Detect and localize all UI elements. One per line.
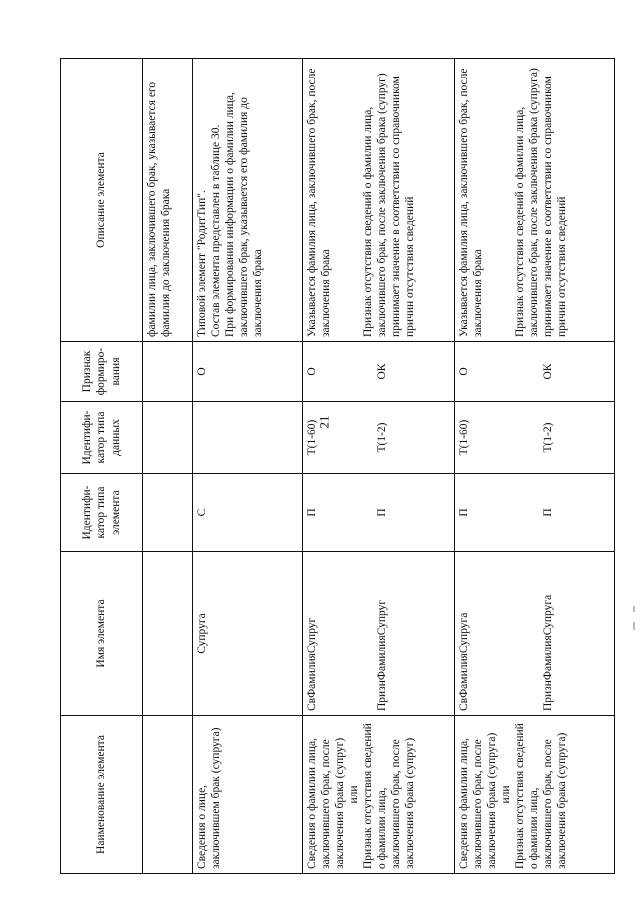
- name-variant-b: Признак отсутствия сведений о фамилии лица, заключившего брак, после заключения брака (супруга): [514, 723, 569, 869]
- cell-element-name: [143, 552, 193, 716]
- table-header-row: [61, 59, 143, 874]
- header-cell: Имя элемента: [61, 552, 143, 716]
- scan-edge-mark: [633, 606, 635, 612]
- description-line: Состав элемента представлен в таблице 30.: [210, 124, 223, 337]
- cell-type: [143, 474, 193, 552]
- cell-data-type: [455, 402, 615, 474]
- description-line: При формировании информации о фамилии лица, заключившего брак, указывается его фамилия до заключения брака: [224, 92, 265, 337]
- cell-element-name: [303, 552, 455, 716]
- cell-sign: [143, 342, 193, 402]
- header-cell: Идентифи-катор типа данных: [61, 402, 143, 474]
- cell-name: [455, 716, 615, 874]
- description-line: Типовой элемент "РодитТип".: [196, 190, 208, 337]
- or-separator: или: [500, 785, 513, 804]
- cell-sign: [455, 342, 615, 402]
- name-variant-a: Сведения о фамилии лица, заключившего брак, после заключения брака (супруг): [306, 737, 347, 869]
- sign-b: ОК: [542, 363, 555, 380]
- sign-b: ОК: [376, 363, 389, 380]
- cell-type: [455, 474, 615, 552]
- header-cell: Описание элемента: [61, 59, 143, 342]
- element-name-b: ПризнФамилияСупруг: [376, 599, 389, 711]
- name-variant-a: Сведения о фамилии лица, заключившего брак, после заключения брака (супруга): [458, 732, 499, 869]
- cell-description: [303, 59, 455, 342]
- table-row: [143, 59, 193, 874]
- sign-a: О: [458, 367, 470, 376]
- description-a: Указывается фамилия лица, заключившего брак, после заключения брака: [458, 68, 485, 337]
- cell-name: [143, 716, 193, 874]
- element-spec-table: [60, 58, 615, 874]
- cell-type: [303, 474, 455, 552]
- data-type-a: T(1-60): [458, 419, 470, 456]
- rotated-table-wrapper: [60, 59, 578, 874]
- cell-data-type: [303, 402, 455, 474]
- type-b: П: [376, 508, 389, 517]
- element-name-a: СвФамилияСупруга: [458, 612, 470, 711]
- header-cell: Идентифи-катор типа элемента: [61, 474, 143, 552]
- description-b: Признак отсутствия сведений о фамилии лица, заключившего брак, после заключения брака (супруга) принимает значение в соответствии со справочником причин отсутствия сведений: [514, 68, 569, 337]
- cell-name: [303, 716, 455, 874]
- element-name-b: ПризнФамилияСупруга: [542, 594, 555, 711]
- cell-data-type: [143, 402, 193, 474]
- sign-a: О: [306, 367, 318, 376]
- cell-data-type: [193, 402, 303, 474]
- header-cell: Наименование элемента: [61, 716, 143, 874]
- scan-edge-mark: [633, 622, 635, 630]
- description-b: Признак отсутствия сведений о фамилии лица, заключившего брак, после заключения брака (супруг) принимает значение в соответствии со справочником причин отсутствия сведений: [362, 73, 417, 337]
- page-number: 21: [316, 415, 332, 429]
- element-name-a: СвФамилияСупруг: [306, 617, 318, 711]
- type-a: П: [306, 508, 318, 517]
- cell-description: фамилии лица, заключившего брак, указывается его фамилия до заключения брака: [143, 59, 193, 342]
- cell-type: С: [193, 474, 303, 552]
- header-cell: Признак формиро-вания: [61, 342, 143, 402]
- cell-element-name: Супруга: [193, 552, 303, 716]
- table-row: [303, 59, 455, 874]
- cell-description: [193, 59, 303, 342]
- or-separator: или: [348, 785, 361, 804]
- table-row: [455, 59, 615, 874]
- type-a: П: [458, 508, 470, 517]
- cell-sign: О: [193, 342, 303, 402]
- cell-sign: [303, 342, 455, 402]
- cell-description: [455, 59, 615, 342]
- cell-element-name: [455, 552, 615, 716]
- description-a: Указывается фамилия лица, заключившего брак, после заключения брака: [306, 68, 333, 337]
- table-row: [193, 59, 303, 874]
- type-b: П: [542, 508, 555, 517]
- cell-name: Сведения о лице, заключившем брак (супруга): [193, 716, 303, 874]
- data-type-a: T(1-60): [306, 419, 318, 456]
- data-type-b: T(1-2): [542, 422, 555, 453]
- data-type-b: T(1-2): [376, 422, 389, 453]
- name-variant-b: Признак отсутствия сведений о фамилии лица, заключившего брак, после заключения брака (супруг): [362, 723, 417, 869]
